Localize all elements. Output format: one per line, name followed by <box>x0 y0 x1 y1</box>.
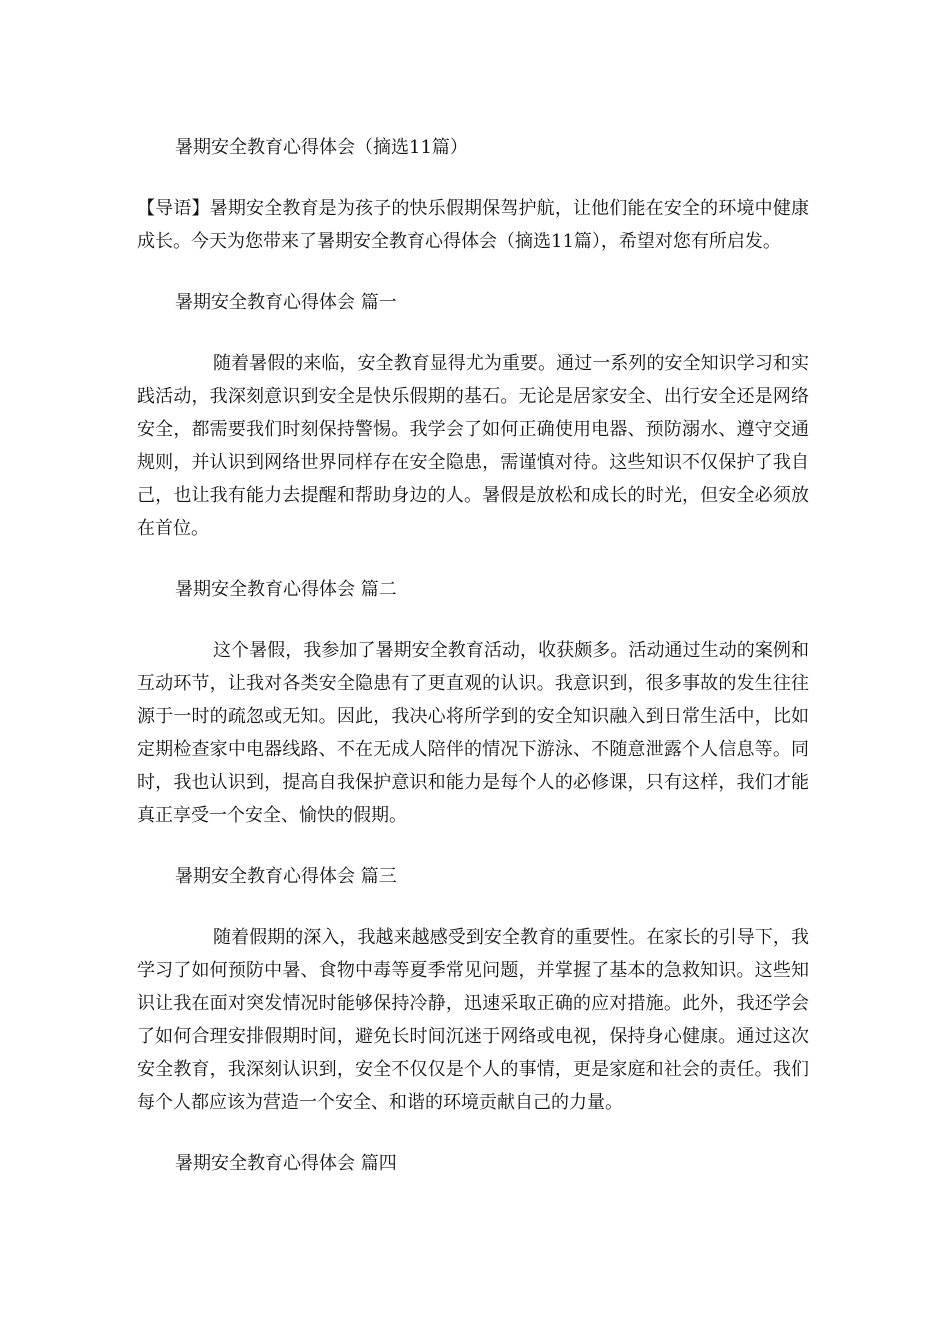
document-title: 暑期安全教育心得体会（摘选11篇） <box>175 137 468 158</box>
section-body-2: 这个暑假，我参加了暑期安全教育活动，收获颇多。活动通过生动的案例和互动环节，让我对各类安全隐患有了更直观的认识。我意识到，很多事故的发生往往源于一时的疏忽或无知。因此，我决心将所学到的安全知识融入到日常生活中，比如定期检查家中电器线路、不在无成人陪伴的情况下游泳、不随意泄露个人信息等。同时，我也认识到，提高自我保护意识和能力是每个人的必修课，只有这样，我们才能真正享受一个安全、愉快的假期。 <box>137 640 809 826</box>
section-body-3: 随着假期的深入，我越来越感受到安全教育的重要性。在家长的引导下，我学习了如何预防中暑、食物中毒等夏季常见问题，并掌握了基本的急救知识。这些知识让我在面对突发情况时能够保持冷静，迅速采取正确的应对措施。此外，我还学会了如何合理安排假期时间，避免长时间沉迷于网络或电视，保持身心健康。通过这次安全教育，我深刻认识到，安全不仅仅是个人的事情，更是家庭和社会的责任。我们每个人都应该为营造一个安全、和谐的环境贡献自己的力量。 <box>137 927 809 1113</box>
section-heading-2: 暑期安全教育心得体会 篇二 <box>175 579 397 600</box>
section-heading-1: 暑期安全教育心得体会 篇一 <box>175 292 397 313</box>
document-body <box>137 132 809 1208</box>
section-body-1: 随着暑假的来临，安全教育显得尤为重要。通过一系列的安全知识学习和实践活动，我深刻意识到安全是快乐假期的基石。无论是居家安全、出行安全还是网络安全，都需要我们时刻保持警惕。我学会了如何正确使用电器、预防溺水、遵守交通规则，并认识到网络世界同样存在安全隐患，需谨慎对待。这些知识不仅保护了我自己，也让我有能力去提醒和帮助身边的人。暑假是放松和成长的时光，但安全必须放在首位。 <box>137 353 809 539</box>
section-heading-3: 暑期安全教育心得体会 篇三 <box>175 866 397 887</box>
section-heading-4: 暑期安全教育心得体会 篇四 <box>175 1153 397 1174</box>
intro-paragraph: 【导语】暑期安全教育是为孩子的快乐假期保驾护航，让他们能在安全的环境中健康成长。今天为您带来了暑期安全教育心得体会（摘选11篇），希望对您有所启发。 <box>137 198 809 252</box>
